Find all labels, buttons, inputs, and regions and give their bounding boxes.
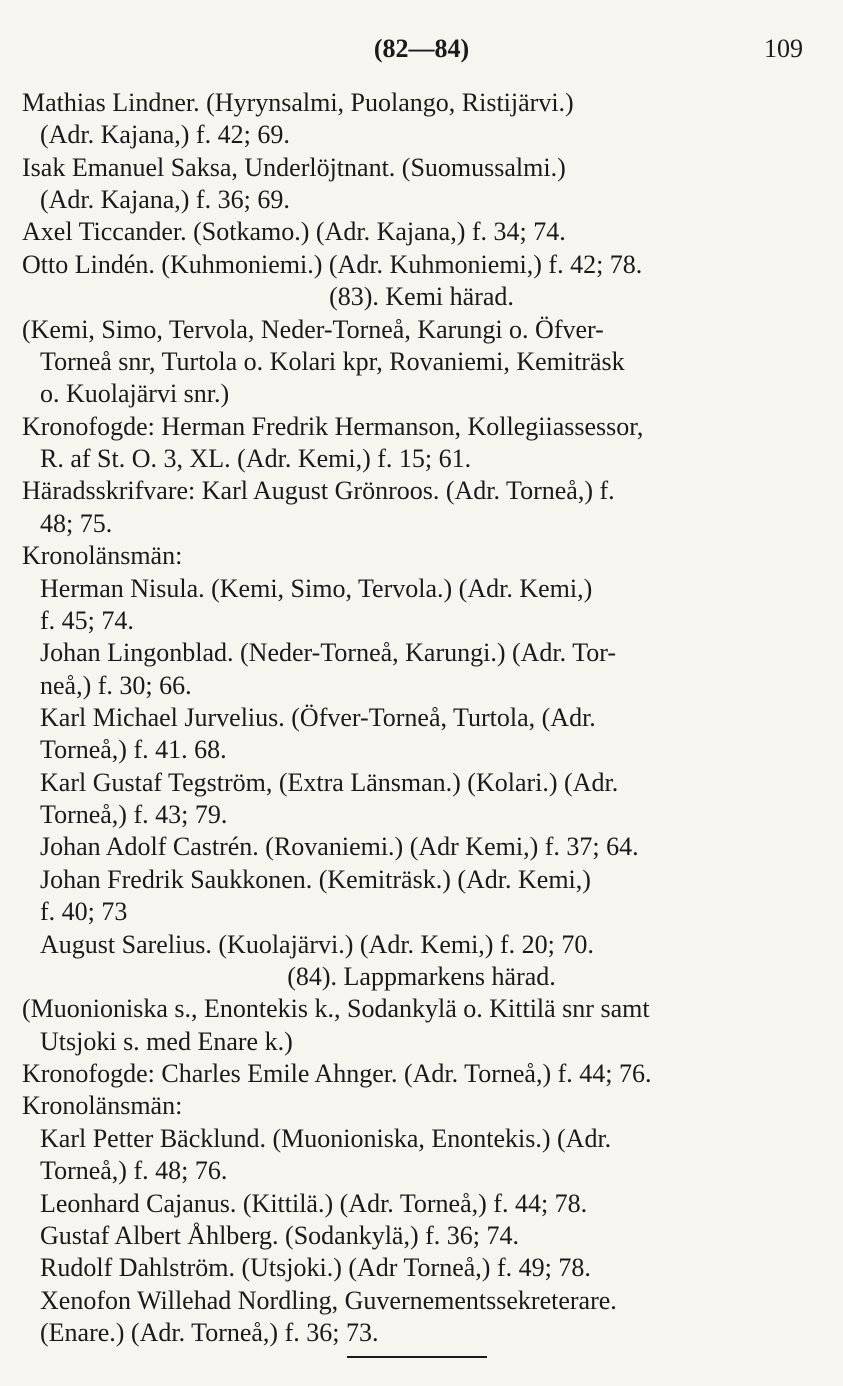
text-line: August Sarelius. (Kuolajärvi.) (Adr. Kemi,) f. 20; 70. (40, 930, 594, 959)
section-range: (82—84) (373, 34, 470, 63)
text-line: Karl Petter Bäcklund. (Muonioniska, Enontekis.) (Adr. (40, 1124, 612, 1153)
text-line: Johan Fredrik Saukkonen. (Kemiträsk.) (Adr. Kemi,) (40, 865, 591, 894)
text-line: (Adr. Kajana,) f. 42; 69. (40, 120, 290, 149)
text-line: Kronofogde: Herman Fredrik Hermanson, Kollegiiassessor, (22, 412, 644, 441)
text-line: Herman Nisula. (Kemi, Simo, Tervola.) (Adr. Kemi,) (40, 574, 593, 603)
text-line: Rudolf Dahlström. (Utsjoki.) (Adr Torneå,) f. 49; 78. (40, 1253, 591, 1282)
text-line: Torneå snr, Turtola o. Kolari kpr, Rovaniemi, Kemiträsk (40, 347, 625, 376)
text-line: Otto Lindén. (Kuhmoniemi.) (Adr. Kuhmoniemi,) f. 42; 78. (22, 250, 643, 279)
text-line: o. Kuolajärvi snr.) (40, 379, 230, 408)
divider (347, 1356, 487, 1358)
text-line: Axel Ticcander. (Sotkamo.) (Adr. Kajana,) f. 34; 74. (22, 217, 566, 246)
text-line: Mathias Lindner. (Hyrynsalmi, Puolango, Ristijärvi.) (22, 88, 574, 117)
text-line: f. 45; 74. (40, 606, 134, 635)
text-line: Karl Michael Jurvelius. (Öfver-Torneå, Turtola, (Adr. (40, 703, 596, 732)
text-line: Gustaf Albert Åhlberg. (Sodankylä,) f. 36; 74. (40, 1221, 519, 1250)
text-line: Isak Emanuel Saksa, Underlöjtnant. (Suomussalmi.) (22, 153, 566, 182)
page-number: 109 (764, 34, 803, 63)
text-line: (Muonioniska s., Enontekis k., Sodankylä o. Kittilä snr samt (22, 994, 650, 1023)
text-line: Utsjoki s. med Enare k.) (40, 1027, 293, 1056)
section-heading: (84). Lappmarkens härad. (287, 962, 556, 991)
text-line: Torneå,) f. 41. 68. (40, 735, 227, 764)
text-line: Torneå,) f. 43; 79. (40, 800, 228, 829)
text-line: Torneå,) f. 48; 76. (40, 1156, 228, 1185)
text-line: f. 40; 73 (40, 897, 128, 926)
text-line: 48; 75. (40, 509, 113, 538)
text-line: R. af St. O. 3, XL. (Adr. Kemi,) f. 15; 61. (40, 444, 472, 473)
text-line: Häradsskrifvare: Karl August Grönroos. (Adr. Torneå,) f. (22, 476, 615, 505)
section-heading: (83). Kemi härad. (329, 282, 514, 311)
text-line: Leonhard Cajanus. (Kittilä.) (Adr. Torneå,) f. 44; 78. (40, 1189, 588, 1218)
text-line: Johan Adolf Castrén. (Rovaniemi.) (Adr Kemi,) f. 37; 64. (40, 832, 639, 861)
text-line: Kronofogde: Charles Emile Ahnger. (Adr. Torneå,) f. 44; 76. (22, 1059, 652, 1088)
text-line: Kronolänsmän: (22, 541, 183, 570)
text-line: (Kemi, Simo, Tervola, Neder-Torneå, Karungi o. Öfver- (22, 315, 604, 344)
text-line: Xenofon Willehad Nordling, Guvernementssekreterare. (40, 1286, 617, 1315)
text-line: neå,) f. 30; 66. (40, 671, 192, 700)
text-line: Kronolänsmän: (22, 1091, 183, 1120)
text-line: Johan Lingonblad. (Neder-Torneå, Karungi.) (Adr. Tor- (40, 638, 617, 667)
text-line: (Enare.) (Adr. Torneå,) f. 36; 73. (40, 1318, 379, 1347)
text-line: (Adr. Kajana,) f. 36; 69. (40, 185, 290, 214)
text-line: Karl Gustaf Tegström, (Extra Länsman.) (Kolari.) (Adr. (40, 768, 619, 797)
